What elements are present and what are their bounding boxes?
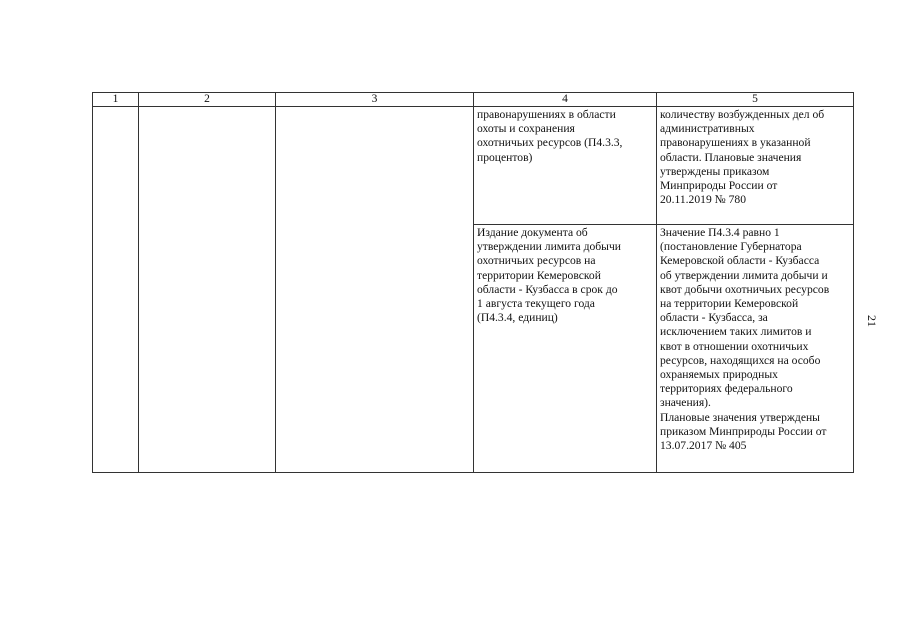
column-header-2: 2 <box>139 93 276 107</box>
row-1-col-1-cell <box>93 107 139 473</box>
data-table <box>92 92 854 473</box>
row-1-col-2-cell <box>139 107 276 473</box>
column-header-3: 3 <box>276 93 474 107</box>
indicator-text: Издание документа об утверждении лимита добычи охотничьих ресурсов на территории Кемеровской области - Кузбасса в срок до 1 августа текущего года (П4.3.4, единиц) <box>477 226 621 325</box>
column-header-5: 5 <box>657 93 854 107</box>
table-row <box>93 107 854 225</box>
page-number: 21 <box>865 315 879 327</box>
row-2-col-4-cell <box>474 225 657 473</box>
row-1-col-3-cell <box>276 107 474 473</box>
calculation-text: количеству возбужденных дел об административных правонарушениях в указанной области. Плановые значения утверждены приказом Минприроды России от 20.11.2019 № 780 <box>660 108 825 207</box>
header-row <box>93 93 854 107</box>
calculation-text: Значение П4.3.4 равно 1 (постановление Губернатора Кемеровской области - Кузбасса об утверждении лимита добычи и квот добычи охотничьих ресурсов на территории Кемеровской области - Кузбасса, за исключением таких лимитов и квот в отношении охотничьих ресурсов, находящихся на особо охраняемых природных территориях федерального значения). Плановые значения утверждены приказом Минприроды России от 13.07.2017 № 405 <box>660 226 830 453</box>
row-1-col-5-cell <box>657 107 854 225</box>
column-header-1: 1 <box>93 93 139 107</box>
indicator-text: правонарушениях в области охоты и сохранения охотничьих ресурсов (П4.3.3, процентов) <box>477 108 623 164</box>
column-header-4: 4 <box>474 93 657 107</box>
row-2-col-5-cell <box>657 225 854 473</box>
row-1-col-4-cell <box>474 107 657 225</box>
